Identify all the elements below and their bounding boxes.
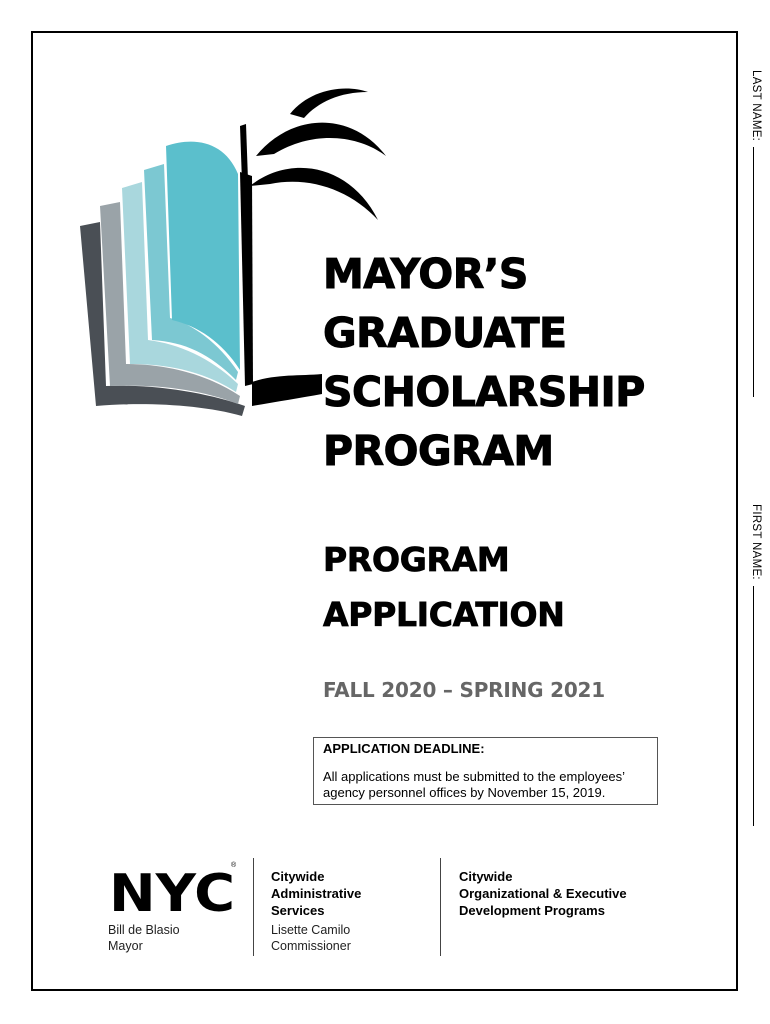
last-name-field[interactable] [750,70,762,397]
first-name-field[interactable] [750,504,762,826]
dcas-name [271,868,361,919]
last-name-underline[interactable] [753,147,754,397]
subtitle-line: APPLICATION [323,595,565,634]
dcas-line: Citywide [271,869,325,884]
title-line: SCHOLARSHIP [323,368,645,416]
deadline-text: All applications must be submitted to the employees’ agency personnel offices by November 15, 2019. [323,769,625,800]
commissioner-block [271,922,351,954]
deadline-box [313,737,658,805]
registered-mark: ® [231,862,237,869]
footer-divider [253,858,254,956]
last-name-label: LAST NAME: [750,70,762,142]
dcas-line: Administrative [271,886,362,901]
subtitle-line: PROGRAM [323,540,510,579]
program-title [323,245,645,481]
dcas-line: Services [271,903,325,918]
title-line: GRADUATE [323,309,567,357]
title-line: MAYOR’S [323,250,528,298]
deadline-heading: APPLICATION DEADLINE: [323,741,485,756]
coedp-line: Citywide [459,869,513,884]
book-base-flourish [252,374,322,406]
first-name-label: FIRST NAME: [750,504,762,580]
academic-term: FALL 2020 – SPRING 2021 [323,678,605,702]
document-subtitle [323,532,565,642]
commissioner-name: Lisette Camilo [271,923,351,937]
footer-divider [440,858,441,956]
book-spine [240,172,253,386]
flying-page-3 [250,168,378,220]
nyc-logo-text: NYC [109,868,235,914]
nyc-logo [108,868,236,914]
commissioner-title: Commissioner [271,939,351,953]
coedp-name [459,868,627,919]
coedp-line: Organizational & Executive [459,886,627,901]
flying-page-1 [290,88,368,118]
mayor-block [108,922,180,954]
flying-page-2 [256,123,386,156]
mayor-name: Bill de Blasio [108,923,180,937]
coedp-line: Development Programs [459,903,605,918]
mayor-title: Mayor [108,939,143,953]
first-name-underline[interactable] [753,586,754,826]
title-line: PROGRAM [323,427,554,475]
